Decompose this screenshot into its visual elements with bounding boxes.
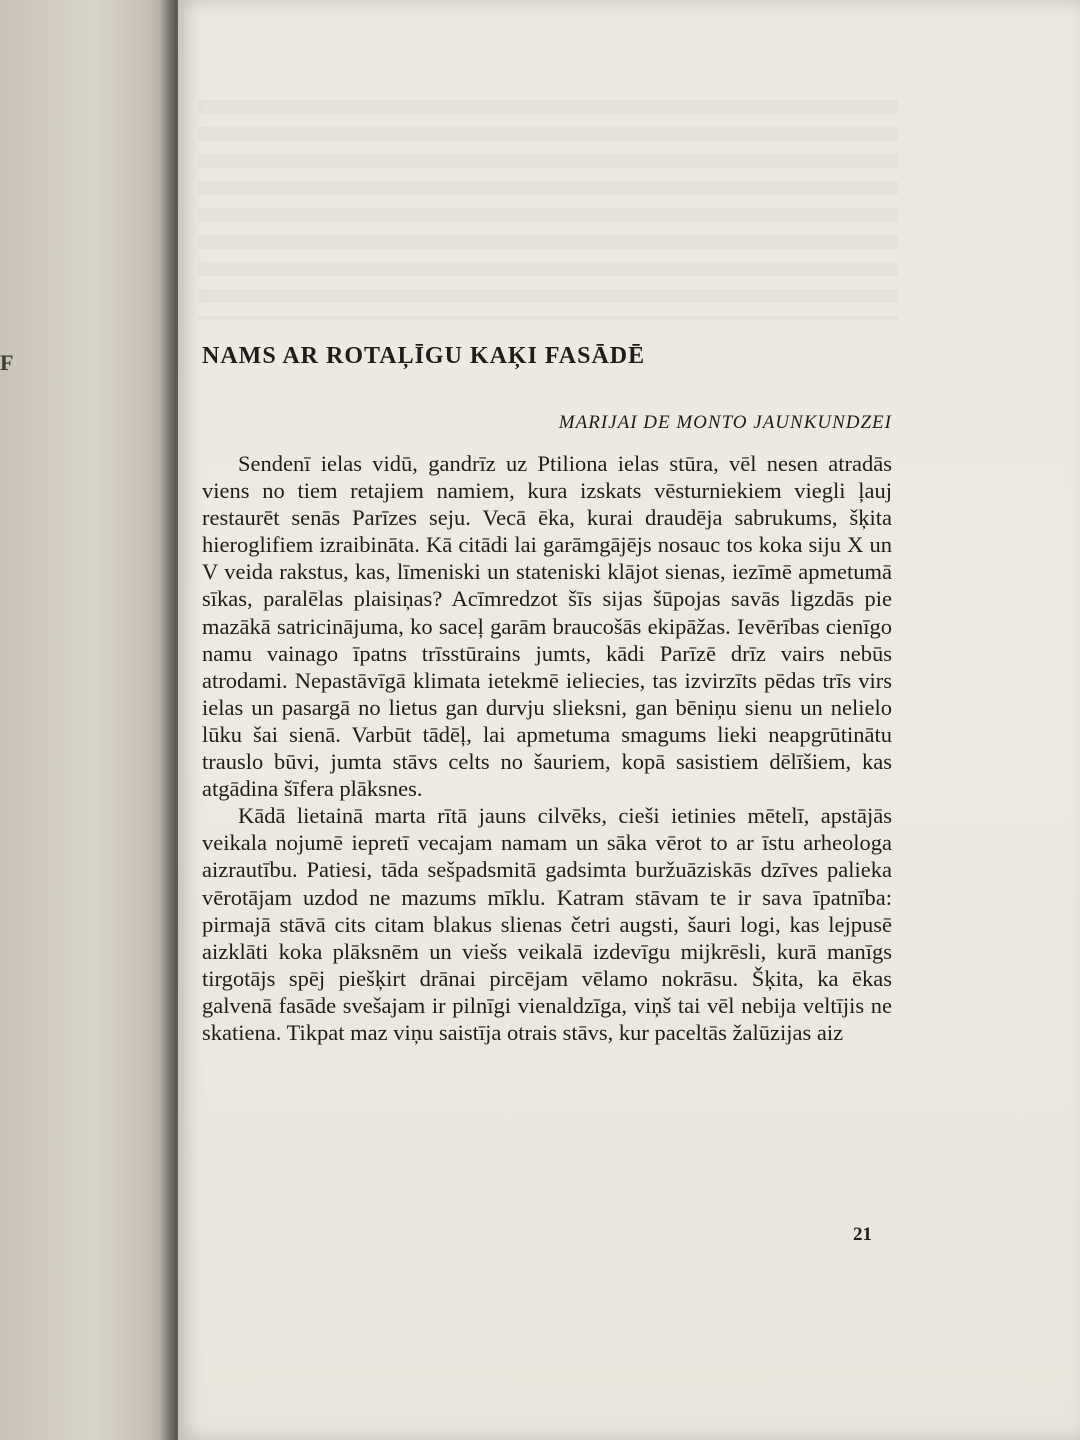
chapter-title: NAMS AR ROTAĻĪGU KAĶI FASĀDĒ <box>202 343 646 369</box>
body-text <box>202 450 892 1046</box>
right-page <box>178 0 1080 1440</box>
left-page <box>0 0 175 1440</box>
dedication: MARIJAI DE MONTO JAUNKUNDZEI <box>558 412 892 433</box>
paragraph: Sendenī ielas vidū, gandrīz uz Ptiliona ielas stūra, vēl nesen atradās viens no tiem retajiem namiem, kura izskats vēsturniekiem viegli ļauj restaurēt senās Parīzes seju. Vecā ēka, kurai draudēja sabrukums, šķita hieroglifiem izraibināta. Kā citādi lai garāmgājējs nosauc tos koka siju X un V veida rakstus, kas, līmeniski un stateniski klājot sienas, iezīmē apmetumā sīkas, paralēlas plaisiņas? Acīmredzot šīs sijas šūpojas savās ligzdās pie mazākā satricinājuma, ko saceļ garām braucošās ekipāžas. Ievērības cienīgo namu vainago īpatns trīsstūrains jumts, kādi Parīzē drīz vairs nebūs atrodami. Nepastāvīgā klimata ietekmē ieliecies, tas izvirzīts pēdas trīs virs ielas un pasargā no lietus gan durvju slieksni, gan bēniņu sienu un nelielo lūku šai sienā. Varbūt tādēļ, lai apmetuma smagums lieki neapgrūtinātu trauslo būvi, jumta stāvs celts no šauriem, kopā sasistiem dēlīšiem, kas atgādina šīfera plāksnes. <box>202 451 892 802</box>
paragraph: Kādā lietainā marta rītā jauns cilvēks, cieši ietinies mētelī, apstājās veikala nojumē iepretī vecajam namam un sāka vērot to ar īstu arheologa aizrautību. Patiesi, tāda sešpadsmitā gadsimta buržuāziskās dzīves palieka vērotājam uzdod ne mazums mīklu. Katram stāvam te ir sava īpatnība: pirmajā stāvā cits citam blakus slienas četri augsti, šauri logi, kas lejpusē aizklāti koka plāksnēm un viešs veikalā izdevīgu mijkrēsli, kurā manīgs tirgotājs spēj piešķirt drānai pircējam vēlamo nokrāsu. Šķita, ka ēkas galvenā fasāde svešajam ir pilnīgi vienaldzīga, viņš tai vēl nebija veltījis ne skatiena. Tikpat maz viņu saistīja otrais stāvs, kur paceltās žalūzijas aiz <box>202 803 892 1045</box>
page-number: 21 <box>853 1224 872 1245</box>
page-content <box>202 340 892 1046</box>
left-page-edge-letter: F <box>0 350 14 372</box>
show-through-text <box>198 100 898 320</box>
